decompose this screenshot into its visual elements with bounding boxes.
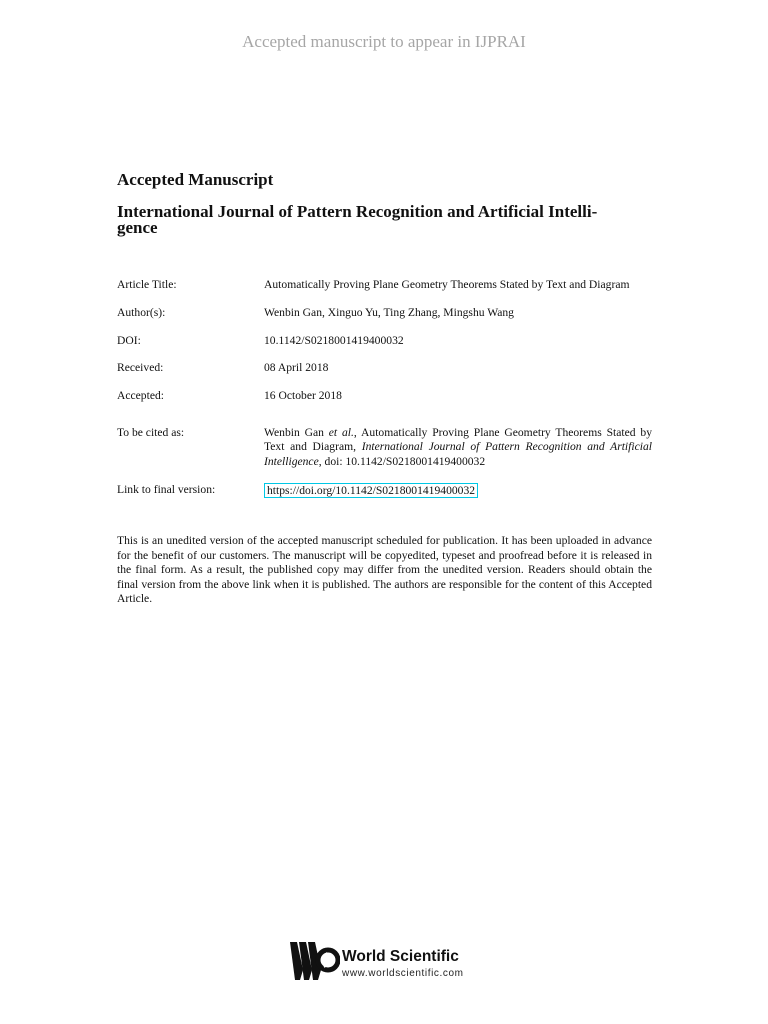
row-cited-as (117, 426, 652, 470)
heading-accepted-manuscript: Accepted Manuscript (117, 170, 274, 189)
citation-authors: Wenbin Gan (264, 425, 329, 439)
final-version-link[interactable]: https://doi.org/10.1142/S0218001419400032 (264, 483, 478, 498)
received-value: 08 April 2018 (264, 361, 329, 375)
link-label: Link to final version: (117, 482, 216, 496)
citation-title: , Automatically Proving Plane Geometry Theorems Stated by Text and Diagram, (264, 425, 652, 454)
citation-journal: International Journal of Pattern Recognition and Artificial Intelligence (264, 440, 652, 468)
accepted-label: Accepted: (117, 389, 164, 403)
watermark: Accepted manuscript to appear in IJPRAI (242, 32, 526, 51)
heading-journal-line2: gence (117, 218, 158, 237)
article-title-label: Article Title: (117, 278, 177, 291)
row-authors (117, 306, 652, 321)
heading-journal (117, 204, 657, 236)
publisher-name: World Scientific (342, 948, 459, 965)
publisher-logo (290, 940, 490, 982)
metadata-table (117, 278, 652, 511)
notice-paragraph: This is an unedited version of the accepted manuscript scheduled for publication. It has been uploaded in advance for the benefit of our customers. The manuscript will be copyedited, typeset and proofread before it is released in the final form. As a result, the published copy may differ from the unedited version. Readers should obtain the final version from the above link when it is published. The authors are responsible for the content of this Accepted Article. (117, 534, 652, 606)
cited-label: To be cited as: (117, 425, 185, 439)
link-value-wrap (264, 483, 652, 499)
citation-etal: et al. (328, 425, 354, 439)
row-final-link (117, 483, 652, 499)
publisher-url: www.worldscientific.com (342, 968, 464, 979)
row-doi (117, 334, 652, 349)
citation-text (264, 426, 652, 470)
row-accepted (117, 389, 652, 404)
doi-value: 10.1142/S0218001419400032 (264, 333, 404, 347)
heading-journal-line1: International Journal of Pattern Recognition and Artificial Intelli- (117, 202, 598, 221)
article-title-value: Automatically Proving Plane Geometry Theorems Stated by Text and Diagram (264, 278, 630, 291)
citation-doi: , doi: 10.1142/S0218001419400032 (318, 454, 486, 468)
received-label: Received: (117, 361, 164, 375)
doi-label: DOI: (117, 333, 141, 347)
world-scientific-logo-icon (290, 940, 340, 982)
row-received (117, 361, 652, 376)
accepted-value: 16 October 2018 (264, 389, 342, 403)
authors-label: Author(s): (117, 305, 166, 319)
authors-value: Wenbin Gan, Xinguo Yu, Ting Zhang, Mingshu Wang (264, 305, 514, 319)
row-article-title (117, 278, 652, 293)
